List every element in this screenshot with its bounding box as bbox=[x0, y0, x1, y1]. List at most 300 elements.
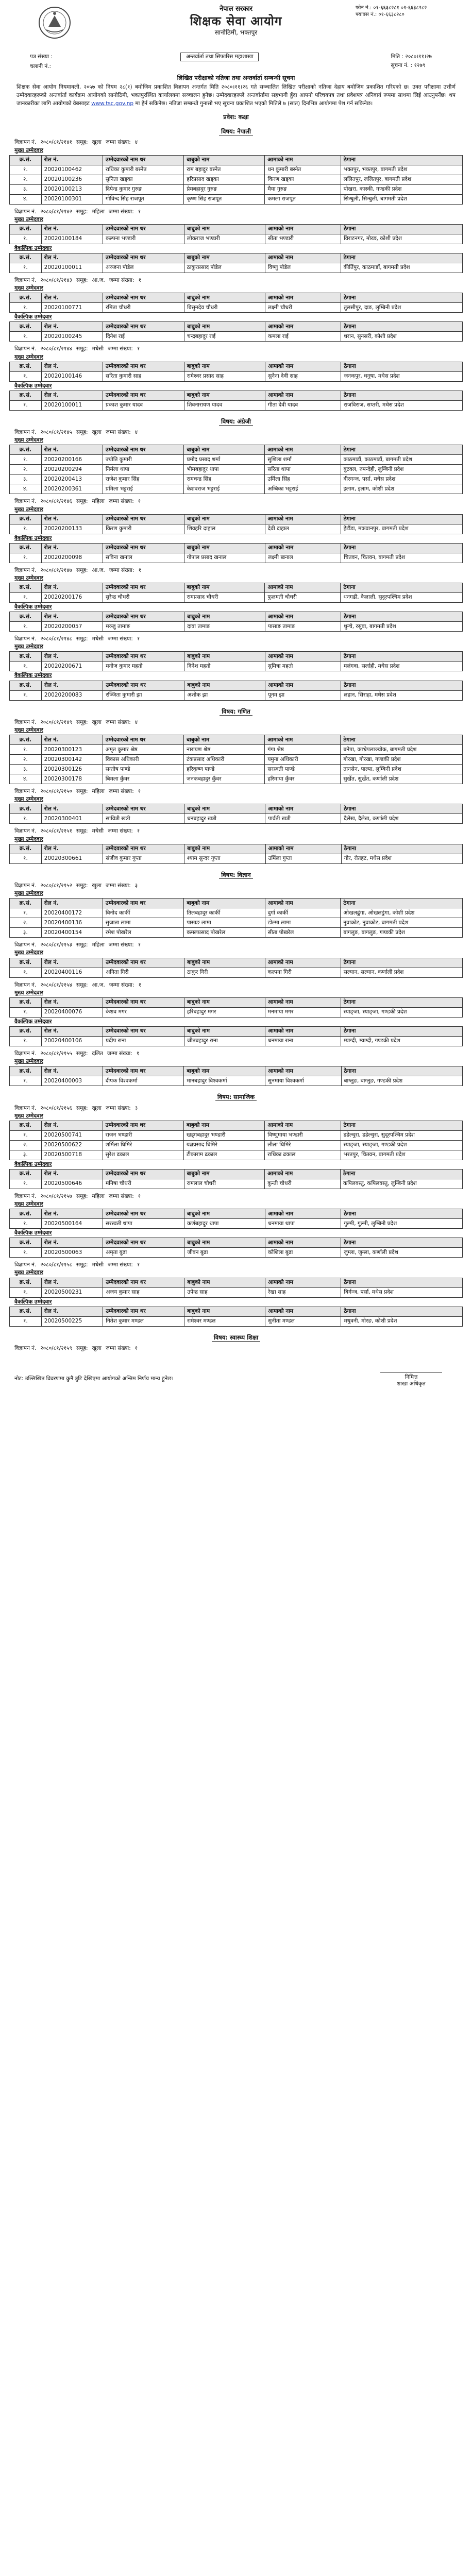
column-header-sn: क्र.सं. bbox=[10, 1121, 42, 1130]
table-header-row bbox=[10, 1307, 463, 1316]
signer-name: निमित्त bbox=[404, 1374, 418, 1381]
quota-value: आ.ज. bbox=[92, 277, 105, 283]
table-row bbox=[10, 1007, 463, 1017]
cell-address: बुटवल, रुपन्देही, लुम्बिनी प्रदेश bbox=[341, 465, 462, 474]
column-header-address: ठेगाना bbox=[341, 224, 463, 234]
column-header-father: बाबुको नाम bbox=[184, 899, 265, 908]
cell-address: म्याग्दी, म्याग्दी, गण्डकी प्रदेश bbox=[341, 1036, 463, 1046]
cell-name: राधिका कुमारी बस्नेत bbox=[103, 165, 184, 175]
cell-mother: अम्बिका भट्टराई bbox=[265, 484, 341, 494]
column-header-address: ठेगाना bbox=[341, 362, 463, 371]
advertisement-block bbox=[9, 498, 463, 563]
main-list-label: मुख्य उम्मेदवार bbox=[14, 1058, 43, 1064]
ad-number-label: विज्ञापन नं. bbox=[14, 567, 37, 573]
table-body bbox=[10, 1007, 463, 1017]
column-header-address: ठेगाना bbox=[341, 681, 463, 690]
subject-section bbox=[9, 708, 463, 864]
ad-number: २०८०/८१/२१५७ bbox=[40, 1193, 72, 1199]
total-label: जम्मा संख्या: bbox=[108, 788, 134, 795]
cell-father: धनबहादुर खत्री bbox=[184, 814, 265, 824]
cell-address: काठमाडौं, काठमाडौं, बागमती प्रदेश bbox=[341, 455, 462, 465]
total-label: जम्मा संख्या: bbox=[108, 942, 134, 948]
cell-name: बिमला कुँवर bbox=[103, 774, 183, 784]
ad-number-label: विज्ञापन नं. bbox=[14, 208, 37, 215]
main-list-label: मुख्य उम्मेदवार bbox=[14, 353, 43, 360]
total-value: १ bbox=[138, 981, 142, 988]
cell-sn: ४. bbox=[10, 194, 42, 204]
cell-mother: सुनीता मण्डल bbox=[265, 1316, 341, 1326]
column-header-roll: रोल नं. bbox=[41, 322, 103, 332]
quota-value: महिला bbox=[92, 498, 105, 505]
column-header-sn: क्र.सं. bbox=[10, 1209, 42, 1219]
advertisement-header bbox=[14, 982, 463, 989]
ad-number-label: विज्ञापन नं. bbox=[14, 498, 37, 505]
table-header-row bbox=[10, 1238, 463, 1248]
cell-mother: लक्ष्मी चौधरी bbox=[265, 303, 341, 313]
table-row bbox=[10, 1287, 463, 1297]
column-header-father: बाबुको नाम bbox=[184, 1066, 265, 1076]
cell-roll: 20020200098 bbox=[41, 553, 103, 563]
cell-mother: लक्ष्मी खनाल bbox=[265, 553, 341, 563]
cell-address: भरतपुर, चितवन, बागमती प्रदेश bbox=[341, 1150, 462, 1160]
cell-roll: 20020400106 bbox=[41, 1036, 103, 1046]
cell-name: किरण कुमारी bbox=[103, 524, 184, 534]
table-header-row bbox=[10, 583, 463, 593]
advertisement-block bbox=[9, 1262, 463, 1326]
table-body bbox=[10, 1287, 463, 1297]
cell-sn: ४. bbox=[10, 484, 42, 494]
total-label: जम्मा संख्या: bbox=[105, 1105, 131, 1111]
cell-father: जनकबहादुर कुँवर bbox=[184, 774, 265, 784]
advertisement-header bbox=[14, 1193, 463, 1200]
table-body bbox=[10, 263, 463, 273]
signer-designation: शाखा अधिकृत bbox=[397, 1381, 426, 1387]
subject-heading bbox=[9, 1334, 463, 1341]
cell-sn: १. bbox=[10, 854, 42, 863]
column-header-roll: रोल नं. bbox=[41, 735, 103, 745]
cell-name: विनोद कार्की bbox=[103, 908, 184, 918]
column-header-address: ठेगाना bbox=[341, 514, 462, 524]
cell-sn: १. bbox=[10, 524, 42, 534]
cell-father: श्याम सुन्दर गुप्ता bbox=[184, 854, 265, 863]
notice-title: लिखित परीक्षाको नतिजा तथा अन्तर्वार्ता सम्बन्धी सूचना bbox=[177, 74, 295, 81]
subject-title: विषय: अंग्रेजी bbox=[219, 418, 253, 426]
cell-address: जुम्ला, जुम्ला, कर्णाली प्रदेश bbox=[341, 1248, 463, 1258]
cell-roll: 20020200133 bbox=[41, 524, 103, 534]
main-list-label: मुख्य उम्मेदवार bbox=[14, 890, 43, 897]
main-list-label: मुख्य उम्मेदवार bbox=[14, 950, 43, 956]
cell-sn: १. bbox=[10, 1179, 42, 1189]
total-label: जम्मा संख्या: bbox=[108, 498, 134, 505]
column-header-sn: क्र.सं. bbox=[10, 391, 42, 400]
column-header-roll: रोल नं. bbox=[41, 844, 103, 854]
table-row bbox=[10, 263, 463, 273]
column-header-roll: रोल नं. bbox=[41, 958, 103, 968]
advertisement-header bbox=[14, 346, 463, 352]
table-head bbox=[10, 543, 463, 553]
cell-sn: २. bbox=[10, 755, 42, 765]
cell-sn: १. bbox=[10, 371, 42, 381]
column-header-sn: क्र.सं. bbox=[10, 253, 42, 263]
column-header-name: उम्मेदवारको नाम थर bbox=[103, 445, 184, 455]
quota-value: दलित bbox=[92, 1050, 103, 1057]
table-header-row bbox=[10, 1169, 463, 1179]
main-candidates-table bbox=[9, 514, 463, 534]
column-header-mother: आमाको नाम bbox=[265, 652, 341, 662]
cell-address: सल्यान, सल्यान, कर्णाली प्रदेश bbox=[341, 968, 462, 977]
alternate-list-label: वैकल्पिक उम्मेदवार bbox=[14, 1230, 52, 1236]
cell-address: बिर्गन्ज, पर्सा, मधेस प्रदेश bbox=[341, 1287, 463, 1297]
column-header-name: उम्मेदवारको नाम थर bbox=[103, 543, 184, 553]
cell-name: सुजाता लामा bbox=[103, 918, 184, 928]
ad-number: २०८०/८१/२१५९ bbox=[40, 1345, 72, 1351]
column-header-roll: रोल नं. bbox=[41, 804, 103, 814]
letter-reference bbox=[30, 54, 53, 73]
table-row bbox=[10, 1076, 463, 1086]
column-header-address: ठेगाना bbox=[341, 652, 463, 662]
main-list-label: मुख्य उम्मेदवार bbox=[14, 796, 43, 803]
advertisement-block bbox=[9, 277, 463, 342]
cell-address: मलंगवा, सर्लाही, मधेस प्रदेश bbox=[341, 662, 463, 671]
table-head bbox=[10, 253, 463, 263]
cell-mother: रेखा साह bbox=[265, 1287, 341, 1297]
table-head bbox=[10, 1238, 463, 1248]
column-header-address: ठेगाना bbox=[341, 445, 462, 455]
table-head bbox=[10, 997, 463, 1007]
column-header-father: बाबुको नाम bbox=[184, 1209, 265, 1219]
total-value: १ bbox=[138, 788, 141, 795]
column-header-name: उम्मेदवारको नाम थर bbox=[103, 844, 184, 854]
main-list-label: मुख्य उम्मेदवार bbox=[14, 216, 43, 223]
table-header-row bbox=[10, 362, 463, 371]
government-name: नेपाल सरकार bbox=[219, 5, 253, 13]
cell-name: सरस्वती थापा bbox=[103, 1219, 184, 1229]
subject-title: विषय: स्वास्थ्य शिक्षा bbox=[212, 1334, 261, 1342]
table-row bbox=[10, 1150, 463, 1160]
alternate-candidates-table bbox=[9, 391, 463, 411]
column-header-mother: आमाको नाम bbox=[265, 1278, 341, 1287]
cell-mother: कमला राई bbox=[265, 332, 341, 342]
letterhead bbox=[9, 4, 463, 52]
alternate-list-label: वैकल्पिक उम्मेदवार bbox=[14, 1298, 52, 1305]
cell-father: चन्द्रबहादुर राई bbox=[184, 332, 265, 342]
alternate-list-label: वैकल्पिक उम्मेदवार bbox=[14, 535, 52, 541]
table-body bbox=[10, 400, 463, 410]
cell-mother: विष्णु पौडेल bbox=[265, 263, 341, 273]
column-header-roll: रोल नं. bbox=[41, 612, 103, 622]
notice-text-2: मा हेर्न सकिनेछ। नतिजा सम्बन्धी गुनासो भए सूचना प्रकाशित भएको मितिले ७ (सात) दिनभित्र आयोगमा पेश गर्न सकिनेछ। bbox=[133, 100, 373, 107]
total-label: जम्मा संख्या: bbox=[108, 828, 133, 835]
column-header-mother: आमाको नाम bbox=[265, 1238, 341, 1248]
cell-sn: २. bbox=[10, 1140, 42, 1150]
table-body bbox=[10, 234, 463, 244]
column-header-father: बाबुको नाम bbox=[184, 804, 265, 814]
quota-label: समूह: bbox=[76, 981, 88, 988]
column-header-roll: रोल नं. bbox=[41, 1169, 103, 1179]
column-header-sn: क्र.सं. bbox=[10, 899, 42, 908]
alternate-list-label: वैकल्पिक उम्मेदवार bbox=[14, 672, 52, 679]
total-label: जम्मा संख्या: bbox=[105, 883, 131, 889]
cell-name: सुनिता खड्का bbox=[103, 175, 184, 184]
column-header-mother: आमाको नाम bbox=[265, 1121, 341, 1130]
table-header-row bbox=[10, 958, 463, 968]
table-row bbox=[10, 814, 463, 824]
column-header-mother: आमाको नाम bbox=[265, 224, 341, 234]
column-header-mother: आमाको नाम bbox=[265, 322, 341, 332]
column-header-roll: रोल नं. bbox=[41, 155, 103, 165]
table-body bbox=[10, 455, 463, 494]
advertisement-block bbox=[9, 209, 463, 273]
cell-mother: सरिता थापा bbox=[265, 465, 341, 474]
cell-address: पोखरा, कास्की, गण्डकी प्रदेश bbox=[341, 184, 462, 194]
alternate-candidates-table bbox=[9, 1307, 463, 1327]
table-body bbox=[10, 968, 463, 977]
table-header-row bbox=[10, 1121, 463, 1130]
cell-roll: 20020500741 bbox=[41, 1130, 103, 1140]
cell-sn: २. bbox=[10, 918, 42, 928]
column-header-roll: रोल नं. bbox=[41, 1278, 103, 1287]
column-header-sn: क्र.सं. bbox=[10, 1278, 42, 1287]
advertisement-header bbox=[14, 636, 463, 642]
table-row bbox=[10, 968, 463, 977]
column-header-sn: क्र.सं. bbox=[10, 1066, 42, 1076]
column-header-sn: क्र.सं. bbox=[10, 1169, 42, 1179]
table-header-row bbox=[10, 1278, 463, 1287]
quota-value: महिला bbox=[92, 208, 105, 215]
advertisement-header bbox=[14, 498, 463, 505]
cell-roll: 20020400116 bbox=[41, 968, 103, 977]
table-head bbox=[10, 362, 463, 371]
cell-name: अमृत कुमार श्रेष्ठ bbox=[103, 745, 183, 755]
table-head bbox=[10, 293, 463, 303]
column-header-address: ठेगाना bbox=[341, 253, 462, 263]
column-header-roll: रोल नं. bbox=[41, 224, 103, 234]
column-header-mother: आमाको नाम bbox=[265, 735, 341, 745]
cell-father: रामलाल चौधरी bbox=[184, 1179, 265, 1189]
signature-line bbox=[380, 1372, 442, 1373]
main-list-label: मुख्य उम्मेदवार bbox=[14, 147, 43, 154]
column-header-father: बाबुको नाम bbox=[184, 322, 265, 332]
column-header-name: उम्मेदवारको नाम थर bbox=[103, 735, 183, 745]
quota-value: महिला bbox=[92, 942, 105, 948]
column-header-roll: रोल नं. bbox=[41, 1209, 103, 1219]
column-header-address: ठेगाना bbox=[341, 1238, 463, 1248]
cell-roll: 20020500063 bbox=[41, 1248, 103, 1258]
table-head bbox=[10, 155, 463, 165]
cell-sn: २. bbox=[10, 465, 42, 474]
dispatch-number: चलानी नं.: bbox=[30, 63, 52, 70]
ad-number: २०८०/८१/२१५४ bbox=[40, 981, 72, 988]
cell-mother: पूनम झा bbox=[265, 690, 341, 700]
advertisement-header bbox=[14, 942, 463, 948]
main-candidates-table bbox=[9, 445, 463, 494]
website-link[interactable]: www.tsc.gov.np bbox=[91, 100, 134, 107]
cell-name: प्रकाश कुमार यादव bbox=[103, 400, 184, 410]
cell-father: तिलबहादुर कार्की bbox=[184, 908, 265, 918]
letter-number: पत्र संख्या : bbox=[30, 54, 53, 60]
cell-roll: 20020200294 bbox=[41, 465, 103, 474]
column-header-mother: आमाको नाम bbox=[265, 293, 341, 303]
cell-father: जीवन बुढा bbox=[184, 1248, 265, 1258]
cell-sn: १. bbox=[10, 303, 42, 313]
cell-mother: विष्णुमाया भण्डारी bbox=[265, 1130, 341, 1140]
column-header-father: बाबुको नाम bbox=[184, 253, 265, 263]
cell-name: संजीव कुमार गुप्ता bbox=[103, 854, 184, 863]
column-header-sn: क्र.सं. bbox=[10, 155, 42, 165]
column-header-address: ठेगाना bbox=[341, 735, 463, 745]
column-header-address: ठेगाना bbox=[341, 1278, 463, 1287]
main-list-label: मुख्य उम्मेदवार bbox=[14, 1269, 43, 1276]
main-candidates-table bbox=[9, 362, 463, 382]
column-header-roll: रोल नं. bbox=[41, 543, 103, 553]
cell-mother: कुन्ती चौधरी bbox=[265, 1179, 341, 1189]
column-header-roll: रोल नं. bbox=[41, 652, 103, 662]
ad-number: २०८०/८१/२१४५ bbox=[40, 429, 72, 436]
cell-roll: 20020300178 bbox=[41, 774, 103, 784]
cell-mother: उर्मिला गुप्ता bbox=[265, 854, 341, 863]
cell-sn: १. bbox=[10, 1036, 42, 1046]
quota-value: खुला bbox=[92, 1105, 102, 1111]
table-header-row bbox=[10, 1026, 463, 1036]
column-header-address: ठेगाना bbox=[341, 1307, 463, 1316]
cell-name: कल्पना भण्डारी bbox=[103, 234, 184, 244]
alternate-candidates-table bbox=[9, 1169, 463, 1189]
cell-sn: १. bbox=[10, 1287, 42, 1297]
cell-address: धरान, सुनसरी, कोशी प्रदेश bbox=[341, 332, 463, 342]
cell-roll: 20020200176 bbox=[41, 593, 103, 603]
cell-name: सरिता कुमारी साह bbox=[103, 371, 184, 381]
cell-address: मधुवनी, मोरङ, कोशी प्रदेश bbox=[341, 1316, 463, 1326]
fax-number: फ्याक्स नं.: ०१-६६३८२८० bbox=[356, 11, 404, 18]
cell-roll: 20020100146 bbox=[41, 371, 103, 381]
cell-address: बनेपा, काभ्रेपलाञ्चोक, बागमती प्रदेश bbox=[341, 745, 463, 755]
cell-address: तानसेन, पाल्पा, लुम्बिनी प्रदेश bbox=[341, 765, 463, 774]
table-row bbox=[10, 484, 463, 494]
table-body bbox=[10, 814, 463, 824]
subject-heading bbox=[9, 708, 463, 715]
table-row bbox=[10, 371, 463, 381]
cell-mother: धनमाया राना bbox=[265, 1036, 341, 1046]
alternate-list-label: वैकल्पिक उम्मेदवार bbox=[14, 314, 52, 320]
advertisement-block bbox=[9, 1345, 463, 1352]
table-row bbox=[10, 553, 463, 563]
cell-address: कीर्तिपुर, काठमाडौं, बागमती प्रदेश bbox=[341, 263, 462, 273]
cell-sn: १. bbox=[10, 690, 42, 700]
cell-name: ज्योति कुमारी bbox=[103, 455, 184, 465]
main-candidates-table bbox=[9, 804, 463, 824]
total-value: १ bbox=[134, 1345, 138, 1351]
cell-mother: कौशिला बुढा bbox=[265, 1248, 341, 1258]
cell-address: सुर्खेत, सुर्खेत, कर्णाली प्रदेश bbox=[341, 774, 463, 784]
quota-label: समूह: bbox=[76, 1105, 88, 1111]
cell-name: केशव मगर bbox=[103, 1007, 184, 1017]
cell-name: मनोज कुमार महतो bbox=[103, 662, 184, 671]
cell-father: प्रेमबहादुर गुरुङ bbox=[184, 184, 265, 194]
main-candidates-table bbox=[9, 651, 463, 671]
cell-sn: ३. bbox=[10, 765, 42, 774]
cell-father: नारायण श्रेष्ठ bbox=[184, 745, 265, 755]
column-header-mother: आमाको नाम bbox=[265, 1066, 341, 1076]
main-candidates-table bbox=[9, 997, 463, 1018]
cell-address: बाग्लुङ, बाग्लुङ, गण्डकी प्रदेश bbox=[341, 1076, 462, 1086]
table-header-row bbox=[10, 899, 463, 908]
quota-label: समूह: bbox=[76, 719, 88, 725]
column-header-father: बाबुको नाम bbox=[184, 543, 265, 553]
column-header-father: बाबुको नाम bbox=[184, 1238, 265, 1248]
cell-father: खड्गबहादुर भण्डारी bbox=[184, 1130, 265, 1140]
table-body bbox=[10, 908, 463, 938]
quota-label: समूह: bbox=[76, 1345, 88, 1351]
ad-number: २०८०/८१/२१४७ bbox=[40, 567, 72, 573]
cell-father: टीकाराम ढकाल bbox=[184, 1150, 265, 1160]
table-header-row bbox=[10, 293, 463, 303]
ad-number-label: विज्ञापन नं. bbox=[14, 636, 37, 642]
quota-label: समूह: bbox=[76, 828, 88, 835]
column-header-father: बाबुको नाम bbox=[184, 1278, 265, 1287]
table-header-row bbox=[10, 1209, 463, 1219]
cell-mother: मैया गुरुङ bbox=[265, 184, 341, 194]
cell-name: अमृता बुढा bbox=[103, 1248, 184, 1258]
cell-roll: 20020500231 bbox=[41, 1287, 103, 1297]
quota-label: समूह: bbox=[76, 1193, 88, 1199]
table-body bbox=[10, 854, 463, 863]
total-value: ४ bbox=[134, 429, 138, 436]
table-head bbox=[10, 1066, 463, 1076]
quota-value: महिला bbox=[92, 1193, 105, 1199]
ad-number: २०८०/८१/२१४८ bbox=[40, 636, 72, 642]
column-header-roll: रोल नं. bbox=[41, 391, 103, 400]
column-header-mother: आमाको नाम bbox=[265, 844, 341, 854]
quota-value: मधेसी bbox=[92, 346, 104, 352]
column-header-name: उम्मेदवारको नाम थर bbox=[103, 583, 184, 593]
cell-father: शिवहरि दाहाल bbox=[184, 524, 265, 534]
table-head bbox=[10, 224, 463, 234]
advertisement-header bbox=[14, 209, 463, 215]
main-list-label: मुख्य उम्मेदवार bbox=[14, 437, 43, 444]
cell-address: गौर, रौतहट, मधेस प्रदेश bbox=[341, 854, 462, 863]
cell-mother: मनमाया मगर bbox=[265, 1007, 341, 1017]
quota-value: आ.ज. bbox=[92, 567, 105, 573]
advertisement-block bbox=[9, 828, 463, 863]
column-header-mother: आमाको नाम bbox=[265, 612, 341, 622]
column-header-name: उम्मेदवारको नाम थर bbox=[103, 804, 184, 814]
cell-roll: 20020100462 bbox=[41, 165, 103, 175]
total-value: १ bbox=[138, 1193, 141, 1199]
advertisement-header bbox=[14, 277, 463, 284]
main-candidates-table bbox=[9, 1209, 463, 1229]
main-candidates-table bbox=[9, 155, 463, 205]
ad-number: २०८०/८१/२१५६ bbox=[40, 1105, 72, 1111]
main-list-label: मुख्य उम्मेदवार bbox=[14, 1201, 43, 1207]
table-row bbox=[10, 1316, 463, 1326]
cell-address: वीरगन्ज, पर्सा, मधेस प्रदेश bbox=[341, 474, 462, 484]
cell-name: मञ्जु तामाङ bbox=[103, 622, 184, 632]
subject-title: विषय: सामाजिक bbox=[215, 1093, 257, 1101]
table-row bbox=[10, 1036, 463, 1046]
cell-sn: ४. bbox=[10, 774, 42, 784]
total-label: जम्मा संख्या: bbox=[109, 277, 134, 283]
cell-name: निर्मला थापा bbox=[103, 465, 184, 474]
subject-section bbox=[9, 418, 463, 701]
table-body bbox=[10, 662, 463, 671]
cell-mother: हरिमाया कुँवर bbox=[265, 774, 341, 784]
total-label: जम्मा संख्या: bbox=[109, 567, 134, 573]
table-head bbox=[10, 1278, 463, 1287]
cell-mother: सुमित्रा महतो bbox=[265, 662, 341, 671]
column-header-sn: क्र.सं. bbox=[10, 543, 42, 553]
cell-mother: यमुना अधिकारी bbox=[265, 755, 341, 765]
quota-label: समूह: bbox=[76, 139, 88, 146]
